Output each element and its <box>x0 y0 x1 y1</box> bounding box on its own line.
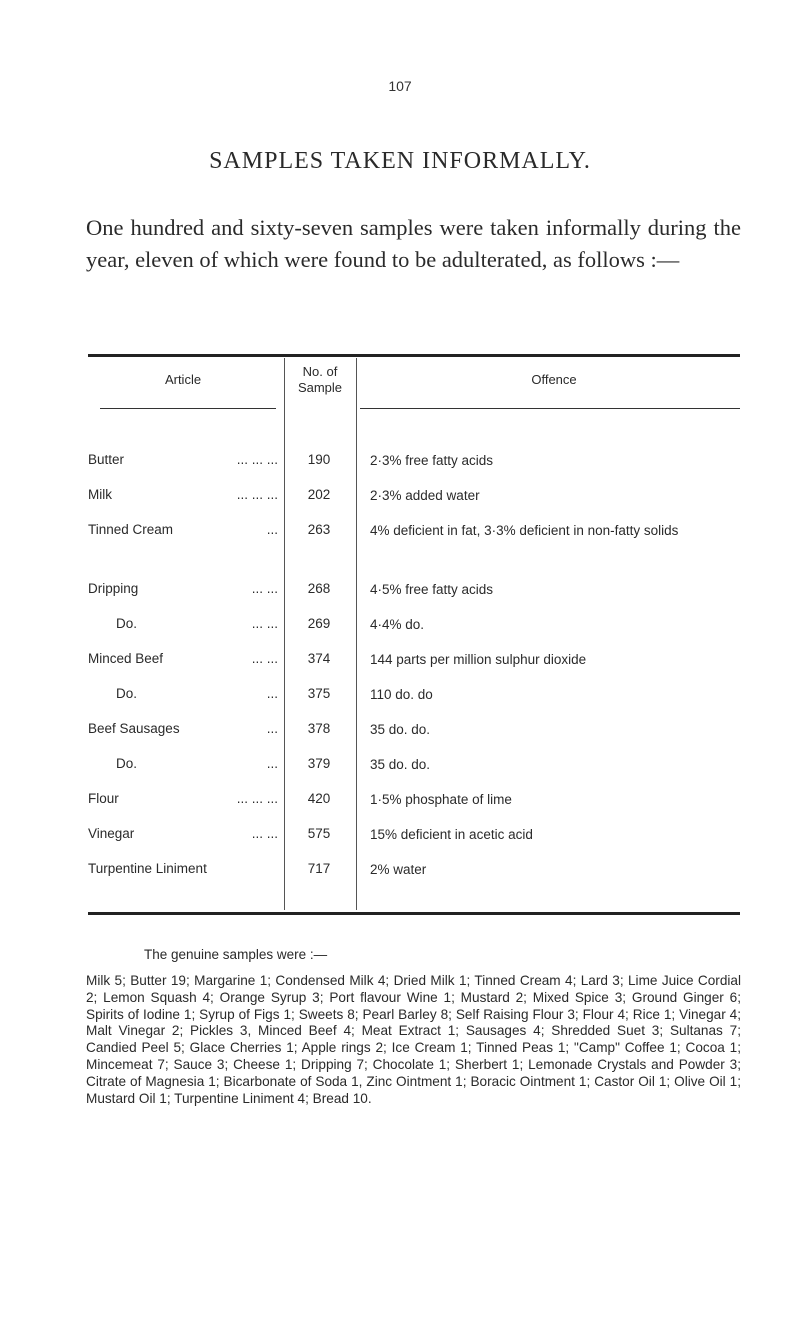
offence-cell: 4·4% do. <box>370 617 425 632</box>
table-bottom-rule <box>88 912 740 915</box>
offence-cell: 2·3% free fatty acids <box>370 453 494 468</box>
page-number: 107 <box>388 78 412 94</box>
article-cell: Turpentine Liniment <box>88 861 207 876</box>
offence-cell: 144 parts per million sulphur dioxide <box>370 652 587 667</box>
article-cell: Do. <box>116 686 138 701</box>
article-cell: Minced Beef <box>88 651 164 666</box>
header-offence: Offence <box>531 372 577 387</box>
article-cell: Flour <box>88 791 119 806</box>
offence-cell: 2·3% added water <box>370 488 480 503</box>
article-cell: Tinned Cream <box>88 522 174 537</box>
leader-dots: ... ... <box>251 616 278 631</box>
table-top-rule <box>88 354 740 357</box>
offence-cell: 4% deficient in fat, 3·3% deficient in non-fatty solids <box>370 523 679 538</box>
article-cell: Vinegar <box>88 826 135 841</box>
genuine-samples-heading: The genuine samples were :— <box>144 947 328 962</box>
header-sample: No. of Sample <box>297 364 343 395</box>
leader-dots: ... <box>266 721 278 736</box>
sample-number-cell: 420 <box>307 791 331 806</box>
sample-number-cell: 374 <box>307 651 331 666</box>
sample-number-cell: 202 <box>307 487 331 502</box>
leader-dots: ... ... ... <box>236 452 278 467</box>
article-cell: Butter <box>88 452 125 467</box>
sample-number-cell: 268 <box>307 581 331 596</box>
intro-paragraph: One hundred and sixty-seven samples were taken informally during the year, eleven of which were found to be adulterated, as follows :— <box>86 215 741 272</box>
header-rule-offence <box>360 408 740 409</box>
sample-number-cell: 375 <box>307 686 331 701</box>
page-title: SAMPLES TAKEN INFORMALLY. <box>209 148 591 174</box>
sample-number-cell: 575 <box>307 826 331 841</box>
leader-dots: ... <box>266 756 278 771</box>
leader-dots: ... ... ... <box>236 487 278 502</box>
leader-dots: ... <box>266 686 278 701</box>
offence-cell: 35 do. do. <box>370 722 431 737</box>
sample-number-cell: 269 <box>307 616 331 631</box>
article-cell: Milk <box>88 487 112 502</box>
column-divider-right <box>356 358 357 910</box>
leader-dots: ... ... <box>251 826 278 841</box>
sample-number-cell: 717 <box>307 861 331 876</box>
genuine-samples-list: Milk 5; Butter 19; Margarine 1; Condensed Milk 4; Dried Milk 1; Tinned Cream 4; Lard 3; Lime Juice Cordial 2; Lemon Squash 4; Orange Syrup 3; Port flavour Wine 1; Mustard 2; Mixed Spice 3; Ground Ginger 6; Spirits of Iodine 1; Syrup of Figs 1; Sweets 8; Pearl Barley 8; Self Raising Flour 3; Flour 4; Rice 1; Vinegar 4; Malt Vinegar 2; Pickles 3, Minced Beef 4; Meat Extract 1; Sausages 4; Shredded Suet 3; Sultanas 7; Candied Peel 5; Glace Cherries 1; Apple rings 2; Ice Cream 1; Tinned Peas 1; "Camp" Coffee 1; Cocoa 1; Mincemeat 7; Sauce 3; Cheese 1; Dripping 7; Chocolate 1; Sherbert 1; Lemonade Crystals and Powder 3; Citrate of Magnesia 1; Bicarbonate of Soda 1, Zinc Ointment 1; Boracic Ointment 1; Castor Oil 1; Olive Oil 1; Mustard Oil 1; Turpentine Liniment 4; Bread 10. <box>86 973 741 1106</box>
adulterated-samples-table <box>88 354 740 914</box>
header-article: Article <box>164 372 202 387</box>
sample-number-cell: 190 <box>307 452 331 467</box>
sample-number-cell: 379 <box>307 756 331 771</box>
leader-dots: ... ... ... <box>236 791 278 806</box>
leader-dots: ... <box>266 522 278 537</box>
leader-dots: ... ... <box>251 651 278 666</box>
offence-cell: 1·5% phosphate of lime <box>370 792 512 807</box>
article-cell: Beef Sausages <box>88 721 180 736</box>
article-cell: Dripping <box>88 581 139 596</box>
offence-cell: 2% water <box>370 862 427 877</box>
leader-dots: ... ... <box>251 581 278 596</box>
offence-cell: 35 do. do. <box>370 757 431 772</box>
article-cell: Do. <box>116 756 138 771</box>
offence-cell: 15% deficient in acetic acid <box>370 827 533 842</box>
header-rule-article <box>100 408 276 409</box>
offence-cell: 110 do. do <box>370 687 433 702</box>
sample-number-cell: 263 <box>307 522 331 537</box>
offence-cell: 4·5% free fatty acids <box>370 582 494 597</box>
article-cell: Do. <box>116 616 138 631</box>
sample-number-cell: 378 <box>307 721 331 736</box>
